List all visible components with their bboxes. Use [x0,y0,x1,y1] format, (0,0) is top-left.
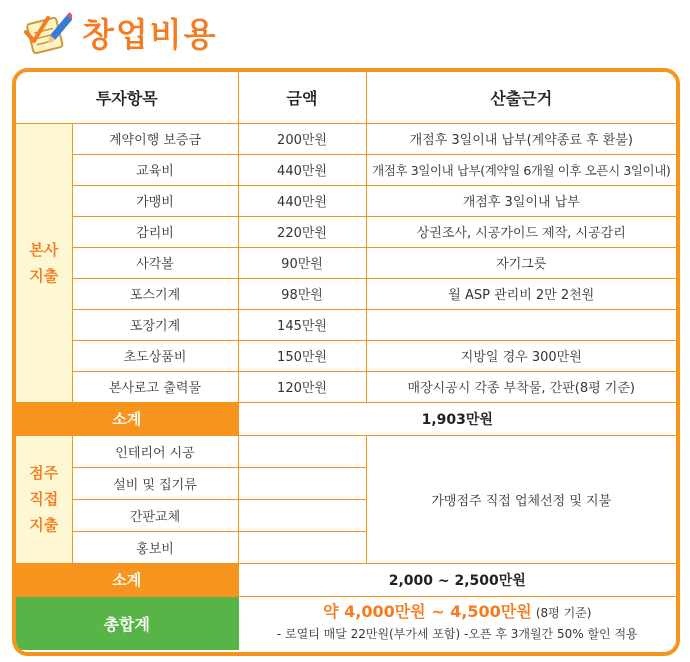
checklist-pencil-icon [22,8,72,56]
grand-total-amount: 약 4,000만원 ~ 4,500만원 [323,602,532,622]
basis-cell: 개점후 3일이내 납부 [366,185,676,216]
amount-cell: 145만원 [238,309,366,340]
item-cell: 간판교체 [72,499,238,531]
table-row [16,123,676,154]
amount-cell [238,531,366,563]
basis-cell: 지방일 경우 300만원 [366,340,676,371]
grand-total-label: 총합계 [16,596,238,650]
item-cell: 본사로고 출력물 [72,371,238,402]
grand-total-cell [238,596,676,650]
startup-cost-table [16,72,676,650]
amount-cell: 120만원 [238,371,366,402]
item-cell: 초도상품비 [72,340,238,371]
subtotal-label: 소계 [16,563,238,596]
item-cell: 계약이행 보증금 [72,123,238,154]
subtotal-label: 소계 [16,402,238,435]
amount-cell [238,499,366,531]
amount-cell: 440만원 [238,185,366,216]
item-cell: 설비 및 집기류 [72,467,238,499]
group-label-hq [16,123,72,402]
basis-cell: 매장시공시 각종 부착물, 간판(8평 기준) [366,371,676,402]
group-label-store [16,435,72,563]
item-cell: 포스기계 [72,278,238,309]
table-row [16,371,676,402]
cost-table-frame [12,68,680,656]
amount-cell [238,467,366,499]
item-cell: 홍보비 [72,531,238,563]
basis-cell: 개점후 3일이내 납부(계약종료 후 환불) [366,123,676,154]
amount-cell: 150만원 [238,340,366,371]
group-label-hq-text: 본사 지출 [29,240,59,285]
table-row [16,435,676,467]
table-row [16,247,676,278]
subtotal-value: 2,000 ~ 2,500만원 [238,563,676,596]
subtotal-value: 1,903만원 [238,402,676,435]
table-row [16,185,676,216]
item-cell: 감리비 [72,216,238,247]
group-label-store-text: 점주 직접 지출 [29,464,59,534]
amount-cell: 90만원 [238,247,366,278]
basis-cell: 개점후 3일이내 납부(계약일 6개월 이후 오픈시 3일이내) [366,154,676,185]
table-row [16,216,676,247]
amount-cell [238,435,366,467]
grand-total-basis: (8평 기준) [535,606,592,621]
table-row [16,309,676,340]
subtotal-row-hq [16,402,676,435]
store-basis-cell: 가맹점주 직접 업체선정 및 지불 [366,435,676,563]
basis-cell [366,309,676,340]
amount-cell: 200만원 [238,123,366,154]
basis-cell: 월 ASP 관리비 2만 2천원 [366,278,676,309]
subtotal-row-store [16,563,676,596]
item-cell: 인테리어 시공 [72,435,238,467]
amount-cell: 440만원 [238,154,366,185]
grand-total-amount-line [241,602,674,624]
item-cell: 사각볼 [72,247,238,278]
basis-cell: 자기그릇 [366,247,676,278]
basis-cell: 상권조사, 시공가이드 제작, 시공감리 [366,216,676,247]
grand-total-row [16,596,676,650]
item-cell: 가맹비 [72,185,238,216]
amount-cell: 220만원 [238,216,366,247]
table-row [16,340,676,371]
table-row [16,154,676,185]
table-row [16,278,676,309]
table-header-row [16,72,676,123]
header-investment-item: 투자항목 [16,72,238,123]
royalty-note: - 로열티 매달 22만원(부가세 포함) -오픈 후 3개월간 50% 할인 적용 [276,627,638,642]
header-amount: 금액 [238,72,366,123]
item-cell: 포장기계 [72,309,238,340]
item-cell: 교육비 [72,154,238,185]
amount-cell: 98만원 [238,278,366,309]
page-title: 창업비용 [82,14,218,54]
header-basis: 산출근거 [366,72,676,123]
page-header [22,6,218,58]
